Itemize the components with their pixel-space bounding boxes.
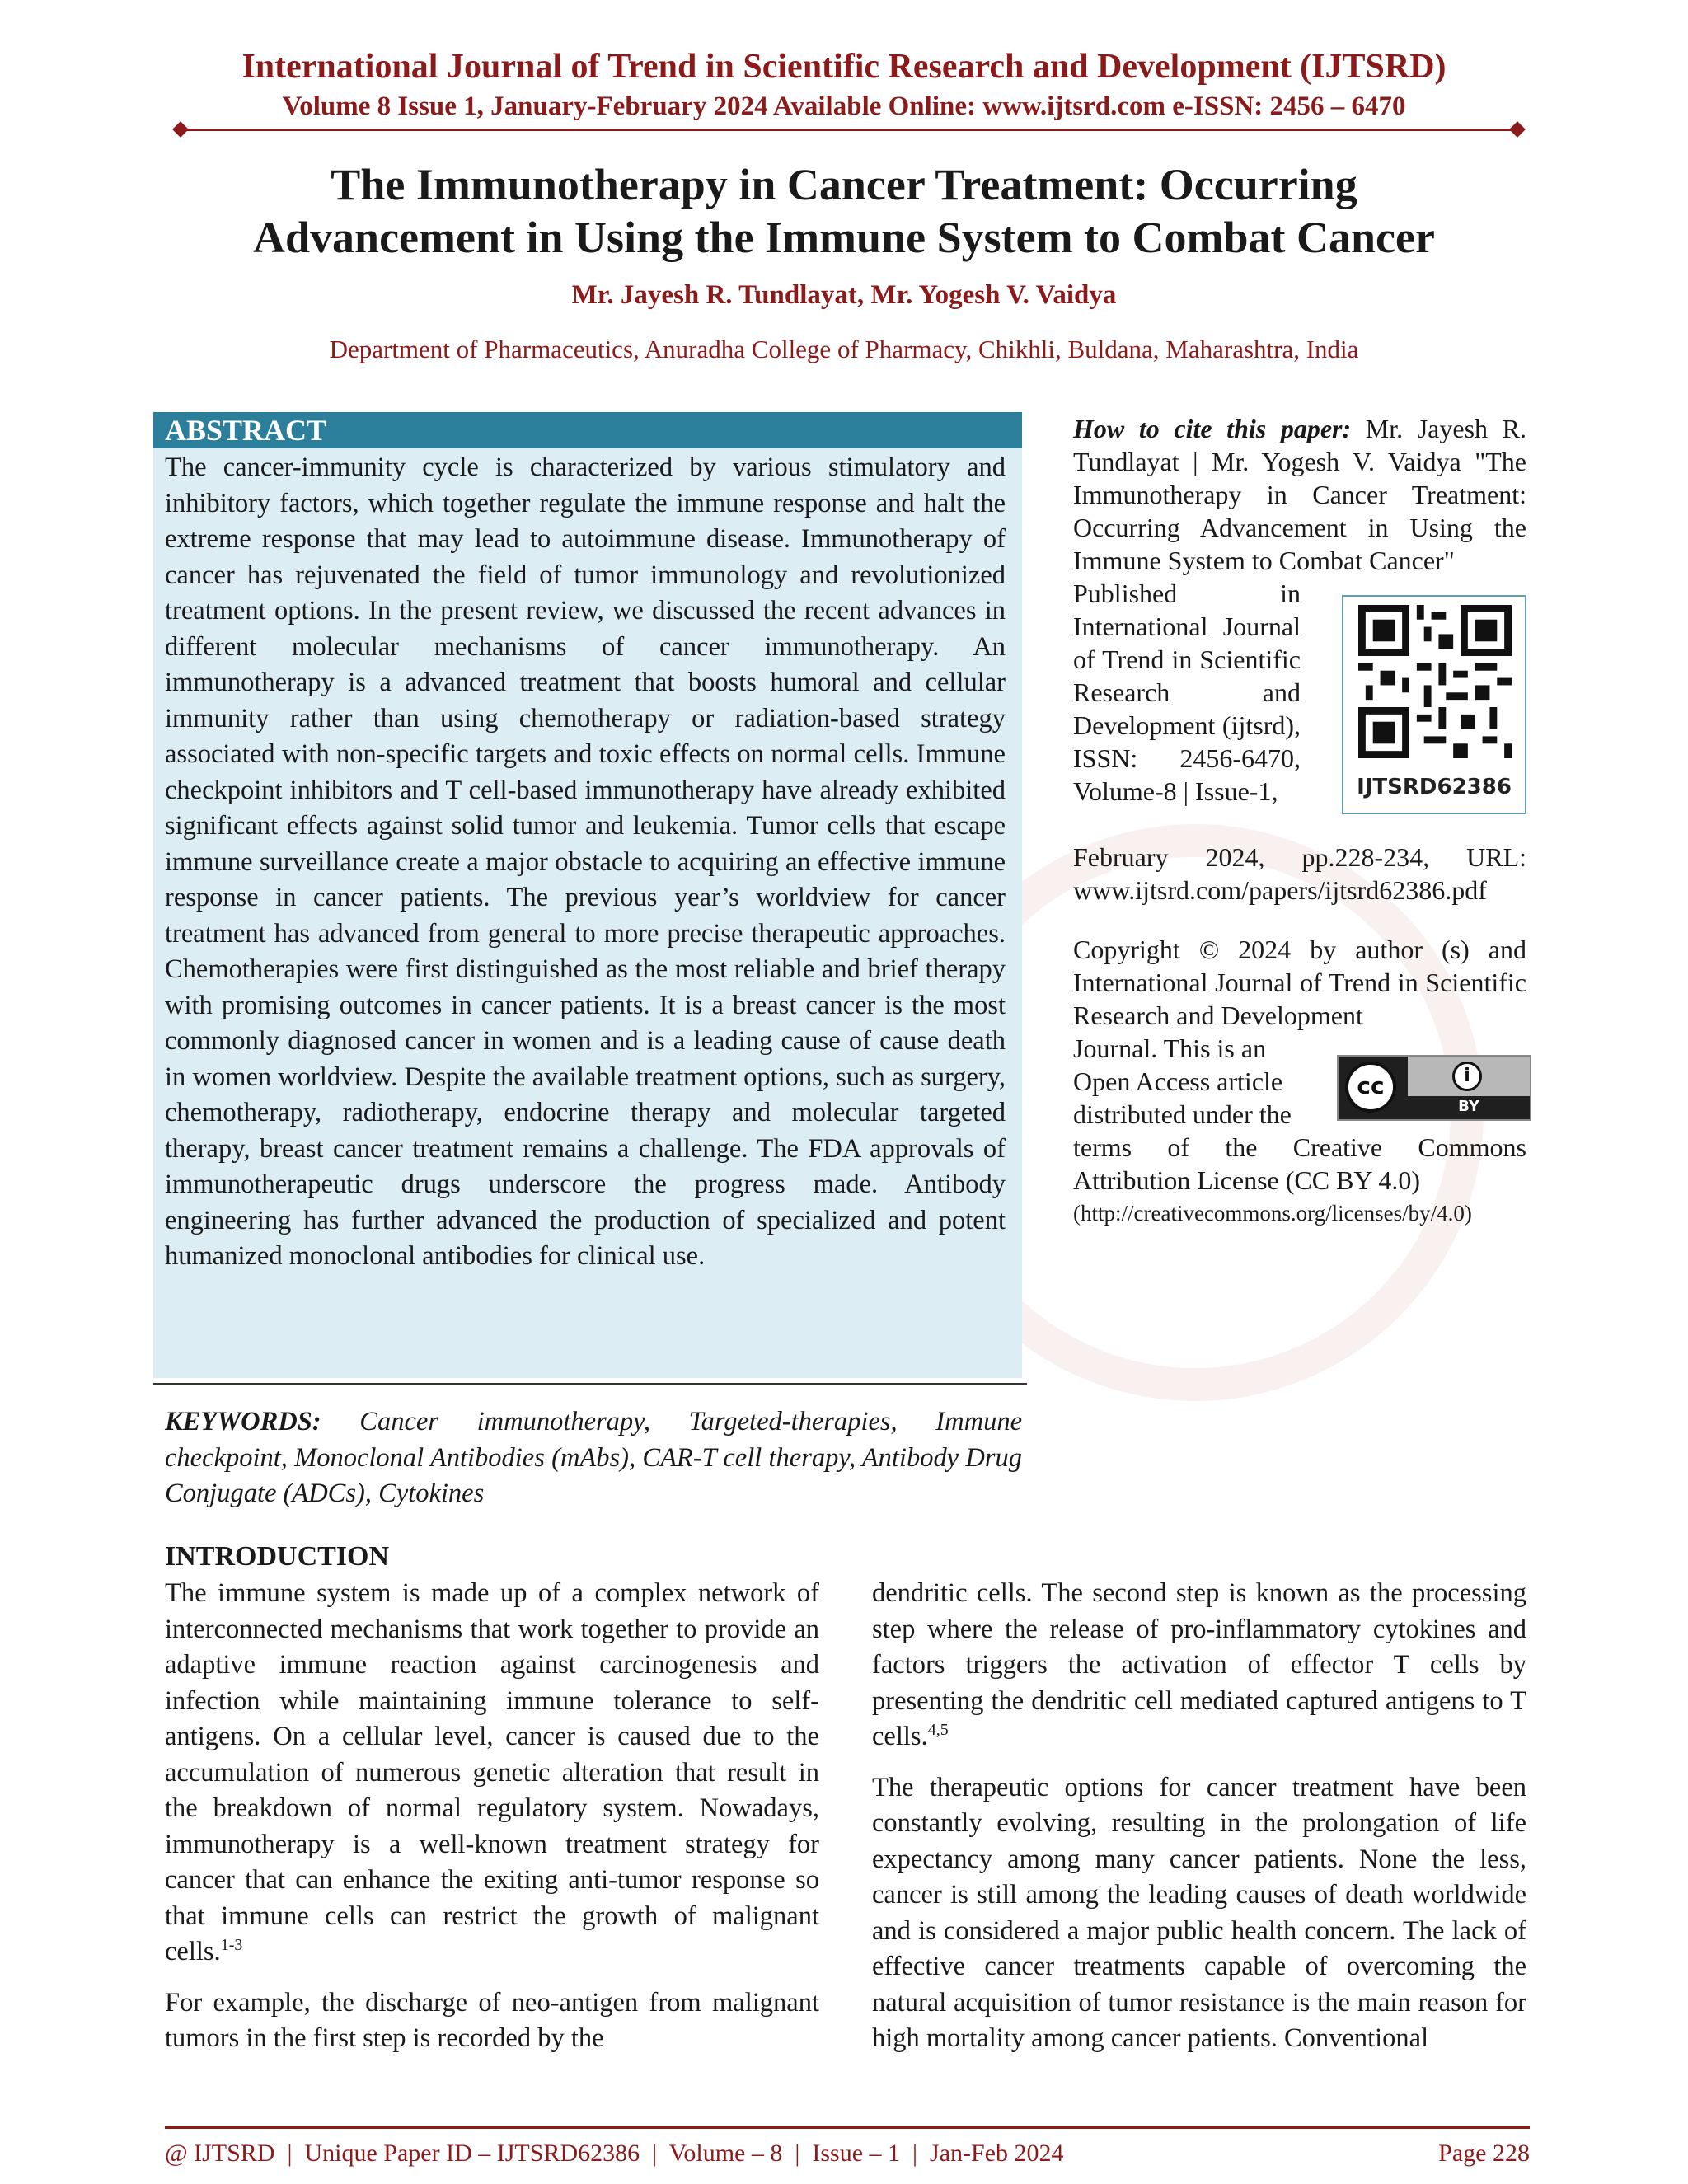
affiliation: Department of Pharmaceutics, Anuradha College of Pharmacy, Chikhli, Buldana, Maharashtra, India xyxy=(329,335,1359,363)
header-rule xyxy=(180,129,1517,131)
intro-paragraph-4: The therapeutic options for cancer treatment have been constantly evolving, resulting in the prolongation of life expectancy among many cancer patients. None the less, cancer is still among the leading causes of death worldwide and is considered a major public health concern. The lack of effective cancer treatments capable of overcoming the natural acquisition of tumor resistance is the main reason for high mortality among cancer patients. Conventional xyxy=(872,1772,1526,2053)
license-url[interactable]: (http://creativecommons.org/licenses/by/4.0) xyxy=(1073,1201,1472,1226)
paper-title xyxy=(165,158,1523,264)
page-number: Page 228 xyxy=(1438,2139,1530,2167)
introduction-heading: INTRODUCTION xyxy=(165,1541,390,1572)
keywords xyxy=(165,1404,1022,1512)
journal-title: International Journal of Trend in Scientific Research and Development (IJTSRD) xyxy=(241,48,1447,86)
cc-icon: cc xyxy=(1345,1062,1396,1113)
qr-code-image xyxy=(1358,605,1512,758)
abstract-heading: ABSTRACT xyxy=(153,412,1022,448)
intro-paragraph-3: dendritic cells. The second step is known as the processing step where the release of pro-inflammatory cytokines and factors triggers the activation of effector T cells by presenting the dendritic cell mediated captured antigens to T cells.$^{4,5}$ xyxy=(872,1578,1526,1751)
citation-ref: 4,5 xyxy=(927,1721,949,1740)
issue-line: Volume 8 Issue 1, January-February 2024 Available Online: www.ijtsrd.com e-ISSN: 2456 – 6470 xyxy=(282,91,1406,121)
rule-right-diamond xyxy=(1509,121,1526,138)
qr-code-label: IJTSRD62386 xyxy=(1357,775,1512,799)
by-label: BY xyxy=(1458,1098,1479,1115)
intro-left-column xyxy=(165,1576,819,2072)
keywords-label: KEYWORDS: xyxy=(165,1407,321,1436)
copyright-narrow: Journal. This is an Open Access article distributed under the xyxy=(1073,1033,1292,1129)
authors: Mr. Jayesh R. Tundlayat, Mr. Yogesh V. Vaidya xyxy=(571,280,1117,310)
footer-info: @ IJTSRD | Unique Paper ID – IJTSRD62386 | Volume – 8 | Issue – 1 | Jan-Feb 2024 xyxy=(165,2139,1064,2167)
copyright-text: Copyright © 2024 by author (s) and International Journal of Trend in Scientific Research and Development xyxy=(1073,935,1526,1030)
cc-by-badge[interactable] xyxy=(1337,1055,1531,1121)
intro-paragraph-1: The immune system is made up of a complex network of interconnected mechanisms that work together to provide an adaptive immune reaction against carcinogenesis and infection while maintaining immune tolerance to self-antigens. On a cellular level, cancer is caused due to the accumulation of numerous genetic alteration that result in the breakdown of normal regulatory system. Nowadays, immunotherapy is a well-known treatment strategy for cancer that can enhance the exiting anti-tumor response so that immune cells can restrict the growth of malignant cells.$^{1-3}$ xyxy=(165,1578,819,1966)
intro-paragraph-2: For example, the discharge of neo-antigen from malignant tumors in the first step is recorded by the xyxy=(165,1987,819,2053)
abstract-text: The cancer-immunity cycle is characterized by various stimulatory and inhibitory factors, which together regulate the immune response and halt the extreme response that may lead to autoimmune disease. Immunotherapy of cancer has rejuvenated the field of tumor immunology and revolutionized treatment options. In the present review, we discussed the recent advances in different molecular mechanisms of cancer immunotherapy. An immunotherapy is a advanced treatment that boosts humoral and cellular immunity rather than using chemotherapy or radiation-based strategy associated with non-specific targets and toxic effects on normal cells. Immune checkpoint inhibitors and T cell-based immunotherapy have already exhibited significant effects against solid tumor and leukemia. Tumor cells that escape immune surveillance create a major obstacle to acquiring an effective immune response in cancer patients. The previous year’s worldview for cancer treatment has advanced from general to more precise therapeutic approaches. Chemotherapies were first distinguished as the most reliable and brief therapy with promising outcomes in cancer patients. It is a breast cancer is the most commonly diagnosed cancer in women and is a leading cause of cause death in women worldview. Despite the available treatment options, such as surgery, chemotherapy, radiotherapy, endocrine therapy and molecular targeted therapy, breast cancer treatment remains a challenge. The FDA approvals of immunotherapeutic drugs underscore the progress made. Antibody engineering has further advanced the production of specialized and potent humanized monoclonal antibodies for clinical use. xyxy=(165,452,1006,1271)
citation-text: Mr. Jayesh R. Tundlayat | Mr. Yogesh V. Vaidya "The Immunotherapy in Cancer Treatment: Occurring Advancement in Using the Immune System to Combat Cancer" xyxy=(1073,414,1527,575)
citation-tail: February 2024, pp.228-234, URL: www.ijtsrd.com/papers/ijtsrd62386.pdf xyxy=(1073,842,1526,905)
attribution-icon: i xyxy=(1452,1062,1482,1091)
citation-ref: 1-3 xyxy=(220,1936,243,1955)
rule-left-diamond xyxy=(172,121,189,138)
paper-title-line-2: Advancement in Using the Immune System to Combat Cancer xyxy=(253,213,1435,262)
citation-narrow: Published in International Journal of Trend in Scientific Research and Development (ijtsrd), ISSN: 2456-6470, Volume-8 | Issue-1, xyxy=(1073,579,1301,806)
footer-rule xyxy=(165,2126,1530,2129)
intro-right-column xyxy=(872,1576,1526,2072)
citation-label: How to cite this paper xyxy=(1073,414,1343,443)
footer xyxy=(165,2139,1530,2168)
copyright-tail: terms of the Creative Commons Attribution License (CC BY 4.0) xyxy=(1073,1132,1526,1195)
paper-title-line-1: The Immunotherapy in Cancer Treatment: Occurring xyxy=(331,160,1357,209)
citation-block: How to cite this paper: Mr. Jayesh R. Tundlayat | Mr. Yogesh V. Vaidya "The Immunotherapy in Cancer Treatment: Occurring Advancement in Using the Immune System to Combat Cancer" xyxy=(1073,414,1527,575)
abstract-divider xyxy=(153,1383,1027,1385)
keywords-text: Cancer immunotherapy, Targeted-therapies, Immune checkpoint, Monoclonal Antibodies (mAbs), CAR-T cell therapy, Antibody Drug Conjugate (ADCs), Cytokines xyxy=(165,1407,1022,1508)
